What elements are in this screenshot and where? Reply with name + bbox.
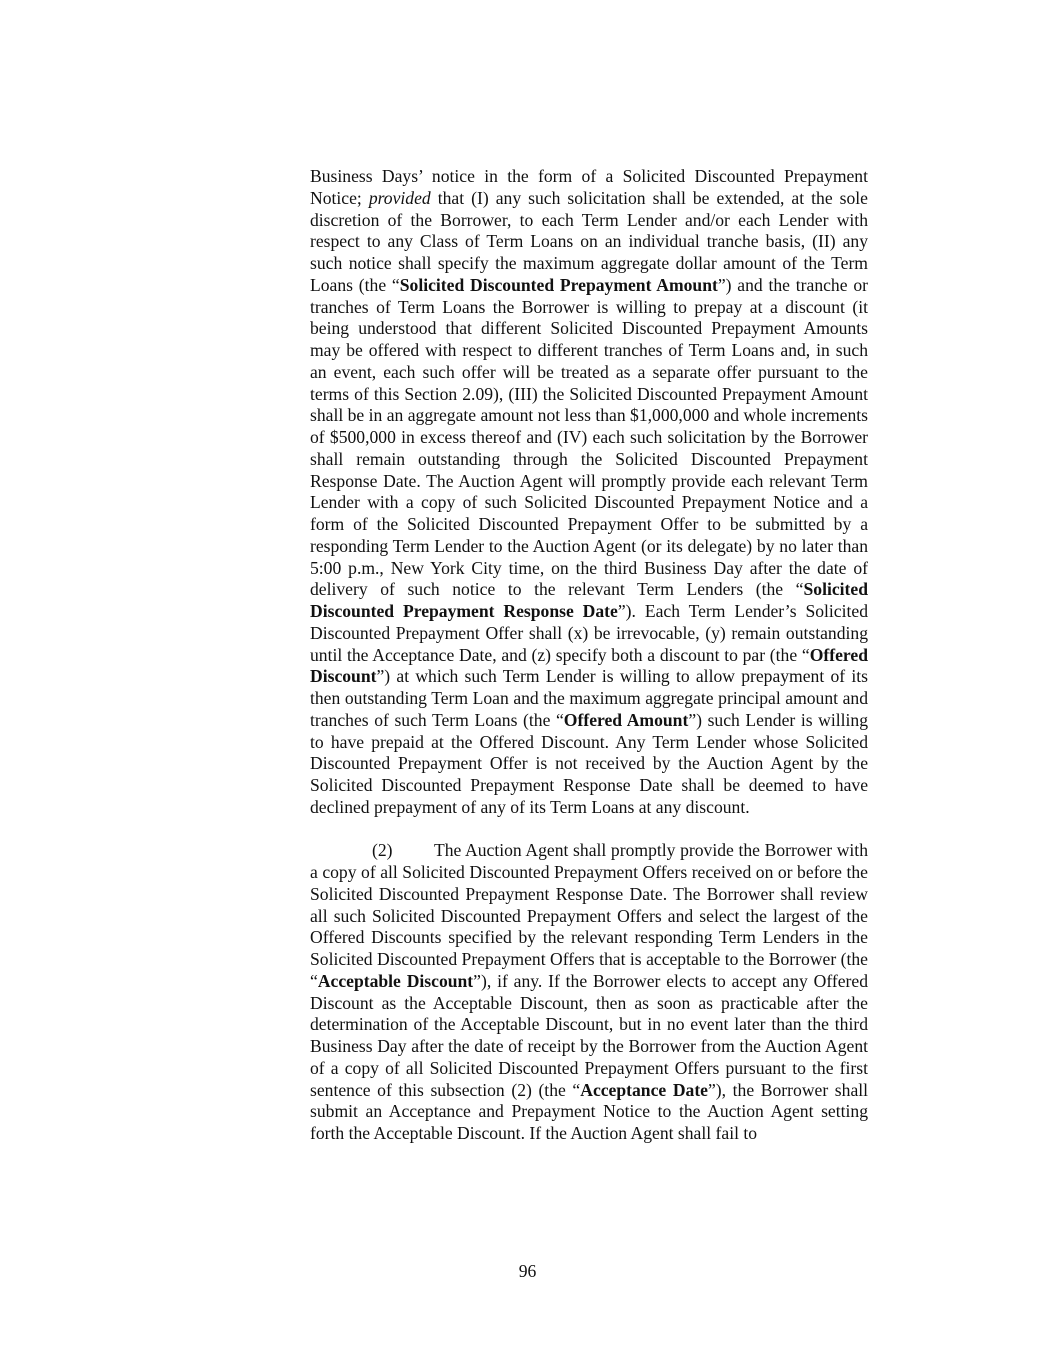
text-run: ”) and the tranche or tranches of Term Loans the Borrower is willing to prepay at a discount (it being understood that different Solicited Discounted Prepayment Amounts may be offered with respect to different tranches of Term Loans and, in such an event, each such offer will be treated as a separate offer pursuant to the terms of this Section 2.09), (III) the Solicited Discounted Prepayment Amount shall be in an aggregate amount not less than $1,000,000 and whole increments of $500,000 in excess thereof and (IV) each such solicitation by the Borrower shall remain outstanding through the Solicited Discounted Prepayment Response Date. The Auction Agent will promptly provide each relevant Term Lender with a copy of such Solicited Discounted Prepayment Notice and a form of the Solicited Discounted Prepayment Offer to be submitted by a responding Term Lender to the Auction Agent (or its delegate) by no later than 5:00 p.m., New York City time, on the third Business Day after the date of delivery of such notice to the relevant Term Lenders (the “: [310, 274, 868, 600]
defined-term-acceptable-discount: Acceptable Discount: [317, 970, 474, 991]
text-run: ”). Each Term Lender’s Solicited Discounted Prepayment Offer shall (x) be irrevocable, (y) remain outstanding until the Acceptance Date, and (z) specify both a discount to par (the “: [310, 601, 868, 665]
italic-term-provided: provided: [368, 187, 431, 208]
text-run: ”) such Lender is willing to have prepaid at the Offered Discount. Any Term Lender whose Solicited Discounted Prepayment Offer is not received by the Auction Agent by the Solicited Discounted Prepayment Response Date shall be deemed to have declined prepayment of any of its Term Loans at any discount.: [310, 709, 869, 817]
text-run: ”) at which such Term Lender is willing to allow prepayment of its then outstanding Term Loan and the maximum aggregate principal amount and tranches of such Term Loans (the “: [310, 666, 868, 730]
paragraph-number: (2): [372, 840, 393, 861]
text-run: The Auction Agent shall promptly provide the Borrower with a copy of all Solicited Discounted Prepayment Offers received on or before the Solicited Discounted Prepayment Response Date. The Borrower shall review all such Solicited Discounted Prepayment Offers and select the largest of the Offered Discounts specified by the relevant responding Term Lenders in the Solicited Discounted Prepayment Offers that is acceptable to the Borrower (the “: [310, 840, 868, 991]
defined-term-offered-discount: Offered Discount: [310, 644, 868, 687]
text-run: that (I) any such solicitation shall be extended, at the sole discretion of the Borrower, to each Term Lender and/or each Lender with respect to any Class of Term Loans on an individual tranche basis, (II) any such notice shall specify the maximum aggregate dollar amount of the Term Loans (the “: [310, 187, 868, 295]
paragraph-2: [310, 840, 868, 1145]
defined-term-acceptance-date: Acceptance Date: [580, 1079, 708, 1100]
defined-term-solicited-discounted-prepayment-response-date: Solicited Discounted Prepayment Response Date: [310, 579, 868, 621]
defined-term-offered-amount: Offered Amount: [563, 709, 689, 730]
paragraph-1: [310, 166, 868, 819]
text-run: ”), the Borrower shall submit an Acceptance and Prepayment Notice to the Auction Agent setting forth the Acceptable Discount. If the Auction Agent shall fail to: [310, 1079, 869, 1143]
body-text: [310, 166, 868, 1145]
text-run: ”), if any. If the Borrower elects to accept any Offered Discount as the Acceptable Discount, then as soon as practicable after the determination of the Acceptable Discount, but in no event later than the third Business Day after the date of receipt by the Borrower from the Auction Agent of a copy of all Solicited Discounted Prepayment Offers pursuant to the first sentence of this subsection (2) (the “: [310, 970, 868, 1100]
defined-term-solicited-discounted-prepayment-amount: Solicited Discounted Prepayment Amount: [399, 274, 718, 295]
text-run: Business Days’ notice in the form of a Solicited Discounted Prepayment Notice;: [310, 166, 868, 208]
page-number: 96: [518, 1261, 537, 1281]
